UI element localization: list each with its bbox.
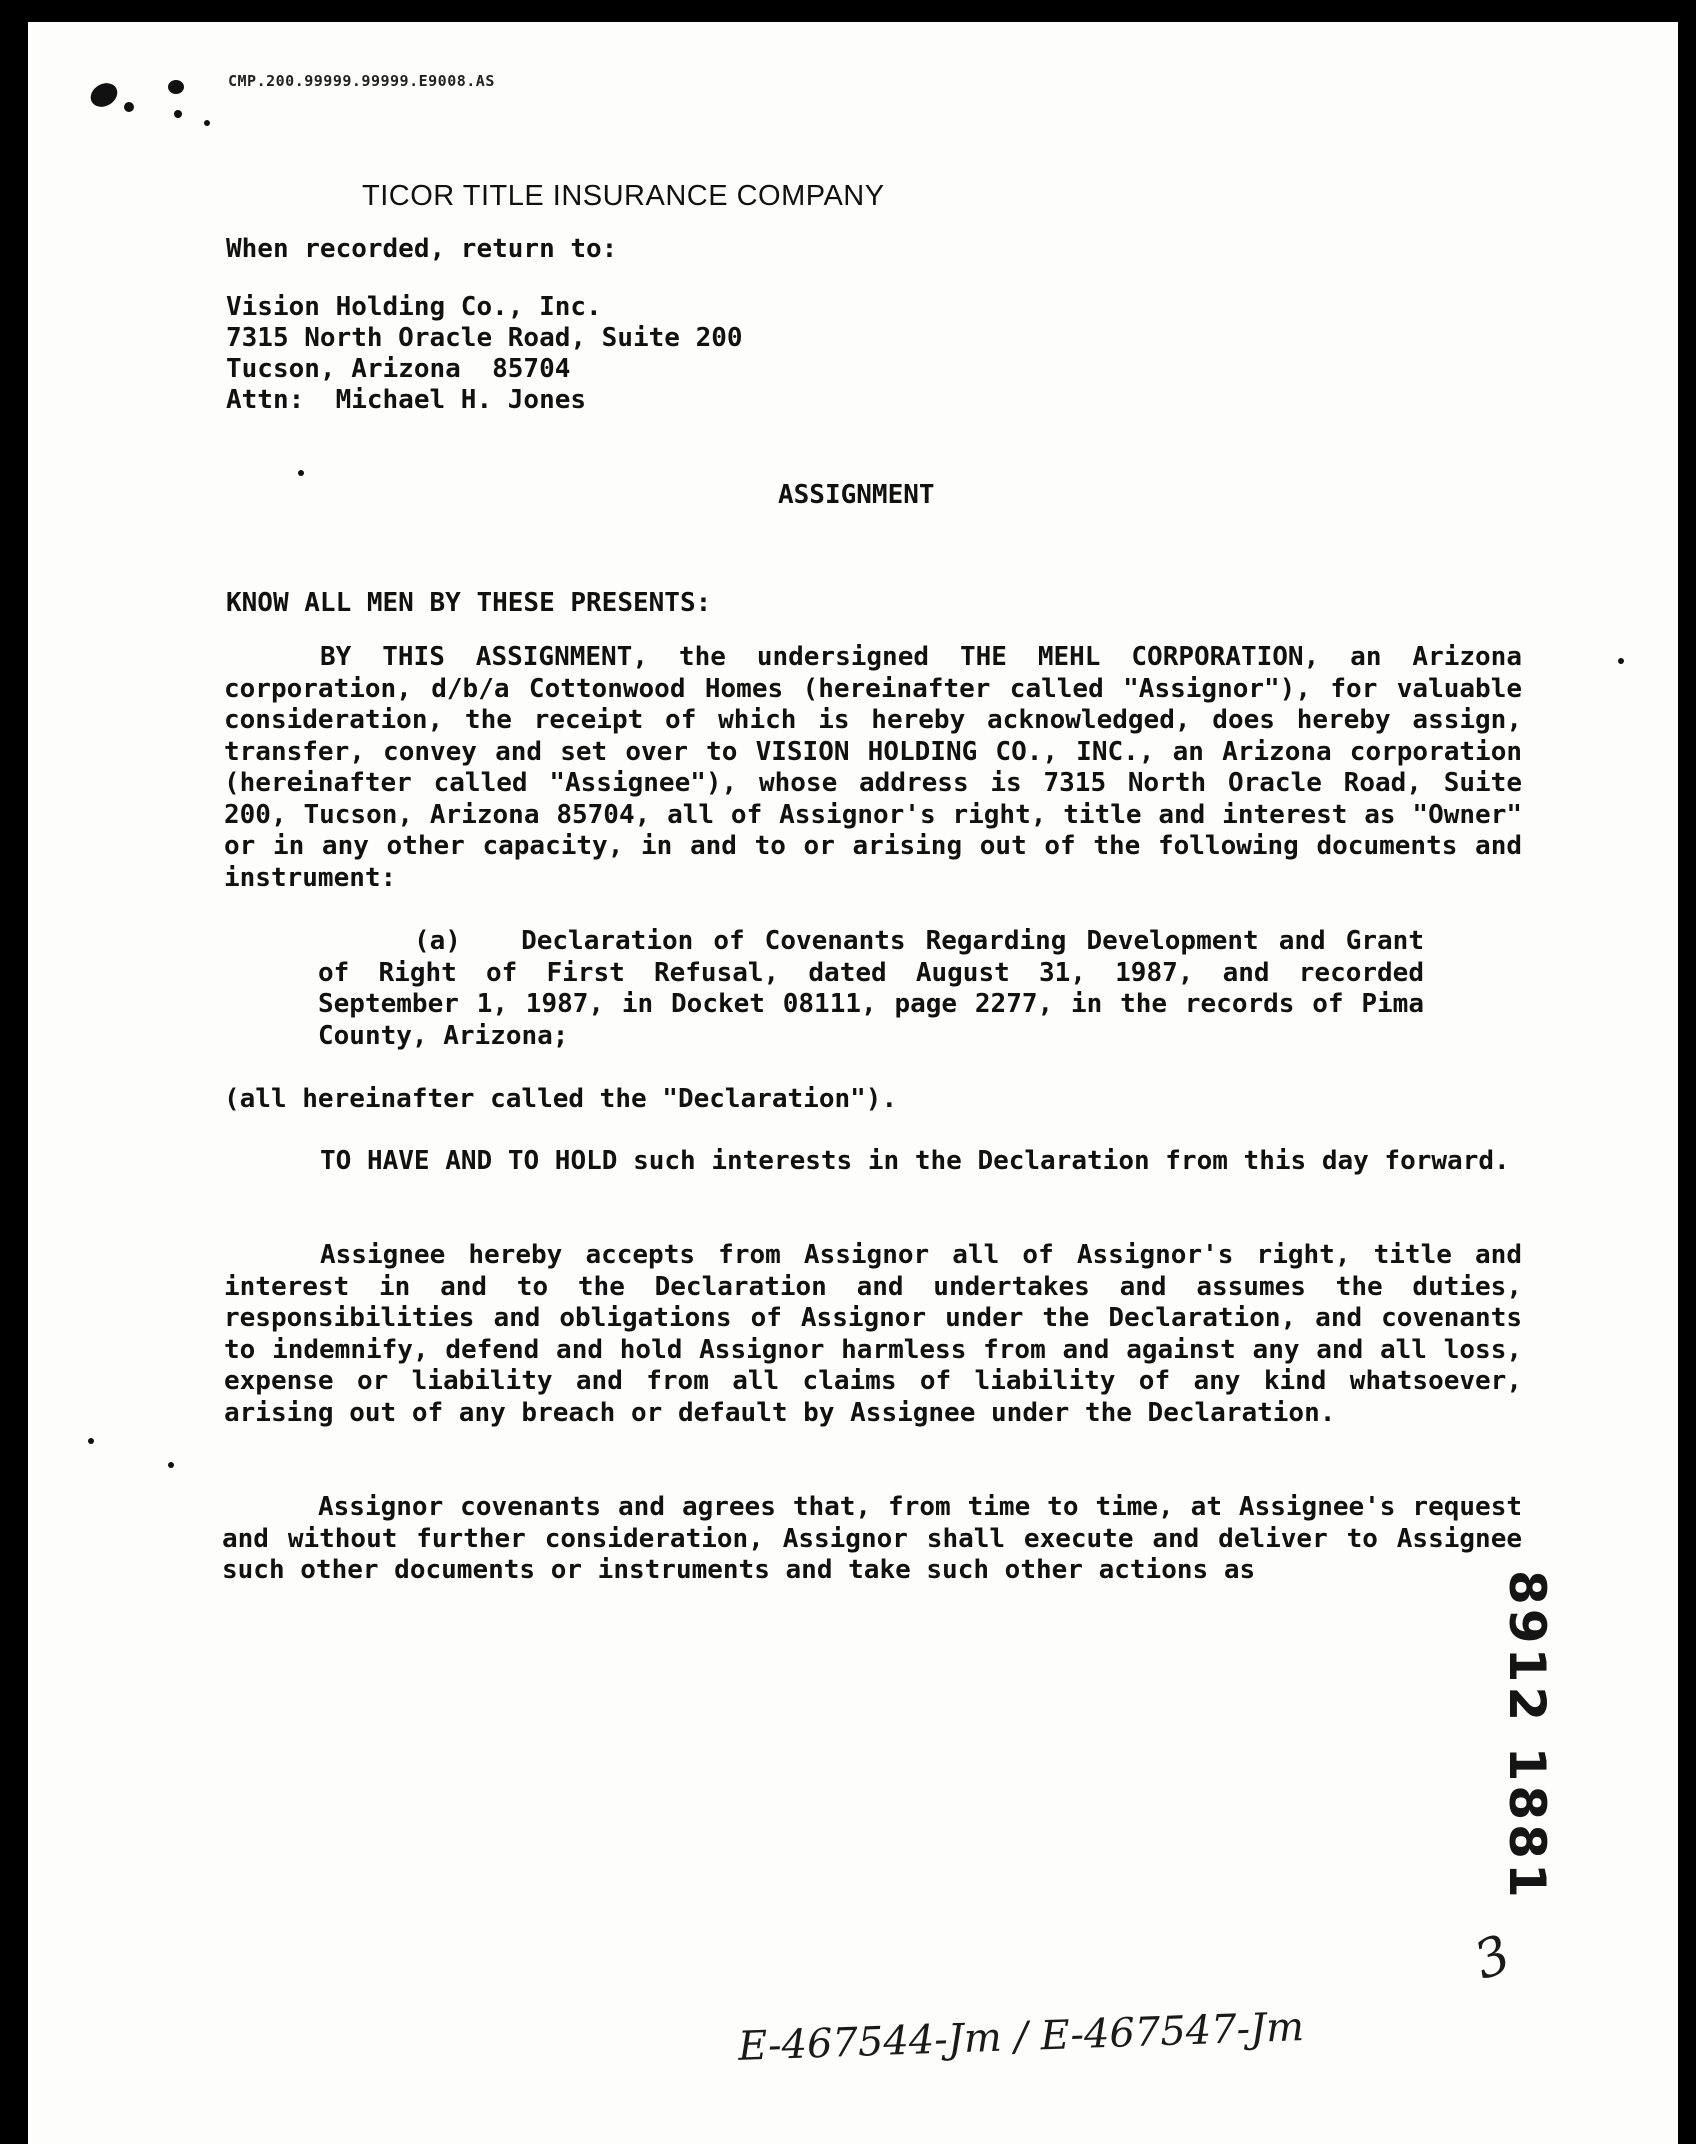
scan-speck bbox=[88, 1438, 94, 1444]
address-line: Attn: Michael H. Jones bbox=[226, 385, 587, 415]
address-line: Vision Holding Co., Inc. bbox=[226, 292, 602, 322]
scan-speck bbox=[298, 470, 304, 476]
item-a-text: Declaration of Covenants Regarding Development and Grant of Right of First Refusal, dated August 31, 1987, and recorded September 1, 1987, in Docket 08111, page 2277, in the records of Pima County, Arizona; bbox=[318, 926, 1424, 1051]
scan-speck bbox=[1618, 658, 1624, 664]
scan-speck bbox=[174, 110, 182, 118]
margin-docket-number: 8912 1881 bbox=[1498, 1570, 1556, 1902]
item-a-marker: (a) bbox=[414, 926, 461, 956]
document-title: ASSIGNMENT bbox=[778, 480, 935, 510]
reference-code: CMP.200.99999.99999.E9008.AS bbox=[228, 72, 495, 90]
handwritten-note: E-467544-Jm / E-467547-Jm bbox=[737, 2004, 1305, 2070]
paragraph-declaration-def: (all hereinafter called the "Declaration"). bbox=[224, 1084, 898, 1114]
paragraph-text: BY THIS ASSIGNMENT, the undersigned THE MEHL CORPORATION, an Arizona corporation, d/b/a Cottonwood Homes (hereinafter called "Assignor"), for valuable consideration, the receipt of which is hereby acknowledged, does hereby assign, transfer, convey and set over to VISION HOLDING CO., INC., an Arizona corporation (hereinafter called "Assignee"), whose address is 7315 North Oracle Road, Suite 200, Tucson, Arizona 85704, all of Assignor's right, title and interest as "Owner" or in any other capacity, in and to or arising out of the following documents and instrument: bbox=[224, 642, 1522, 893]
scan-speck bbox=[168, 1462, 174, 1468]
scan-speck bbox=[86, 78, 121, 111]
paragraph-further-assurance bbox=[222, 1492, 1522, 1587]
handwritten-corner-mark: 3 bbox=[1466, 1924, 1519, 1992]
paragraph-text: Assignor covenants and agrees that, from time to time, at Assignee's request and without further consideration, Assignor shall execute and deliver to Assignee such other documents or instruments and take such other actions as bbox=[222, 1492, 1522, 1585]
return-address bbox=[226, 292, 743, 416]
salutation: KNOW ALL MEN BY THESE PRESENTS: bbox=[226, 588, 712, 618]
address-line: 7315 North Oracle Road, Suite 200 bbox=[226, 323, 743, 353]
company-name: TICOR TITLE INSURANCE COMPANY bbox=[362, 180, 885, 212]
paragraph-habendum bbox=[224, 1146, 1522, 1178]
paragraph-text: Assignee hereby accepts from Assignor all of Assignor's right, title and interest in and to the Declaration and undertakes and assumes the duties, responsibilities and obligations of Assignor under the Declaration, and covenants to indemnify, defend and hold Assignor harmless from and against any and all loss, expense or liability and from all claims of liability of any kind whatsoever, arising out of any breach or default by Assignee under the Declaration. bbox=[224, 1240, 1522, 1428]
return-label: When recorded, return to: bbox=[226, 234, 618, 264]
scan-speck bbox=[124, 102, 134, 112]
item-a bbox=[318, 926, 1424, 1052]
paragraph-acceptance bbox=[224, 1240, 1522, 1429]
scan-speck bbox=[204, 120, 210, 126]
scan-speck bbox=[168, 80, 184, 94]
paragraph-assignment bbox=[224, 642, 1522, 894]
address-line: Tucson, Arizona 85704 bbox=[226, 354, 571, 384]
paragraph-text: TO HAVE AND TO HOLD such interests in the Declaration from this day forward. bbox=[320, 1146, 1510, 1176]
document-page bbox=[28, 22, 1678, 2144]
